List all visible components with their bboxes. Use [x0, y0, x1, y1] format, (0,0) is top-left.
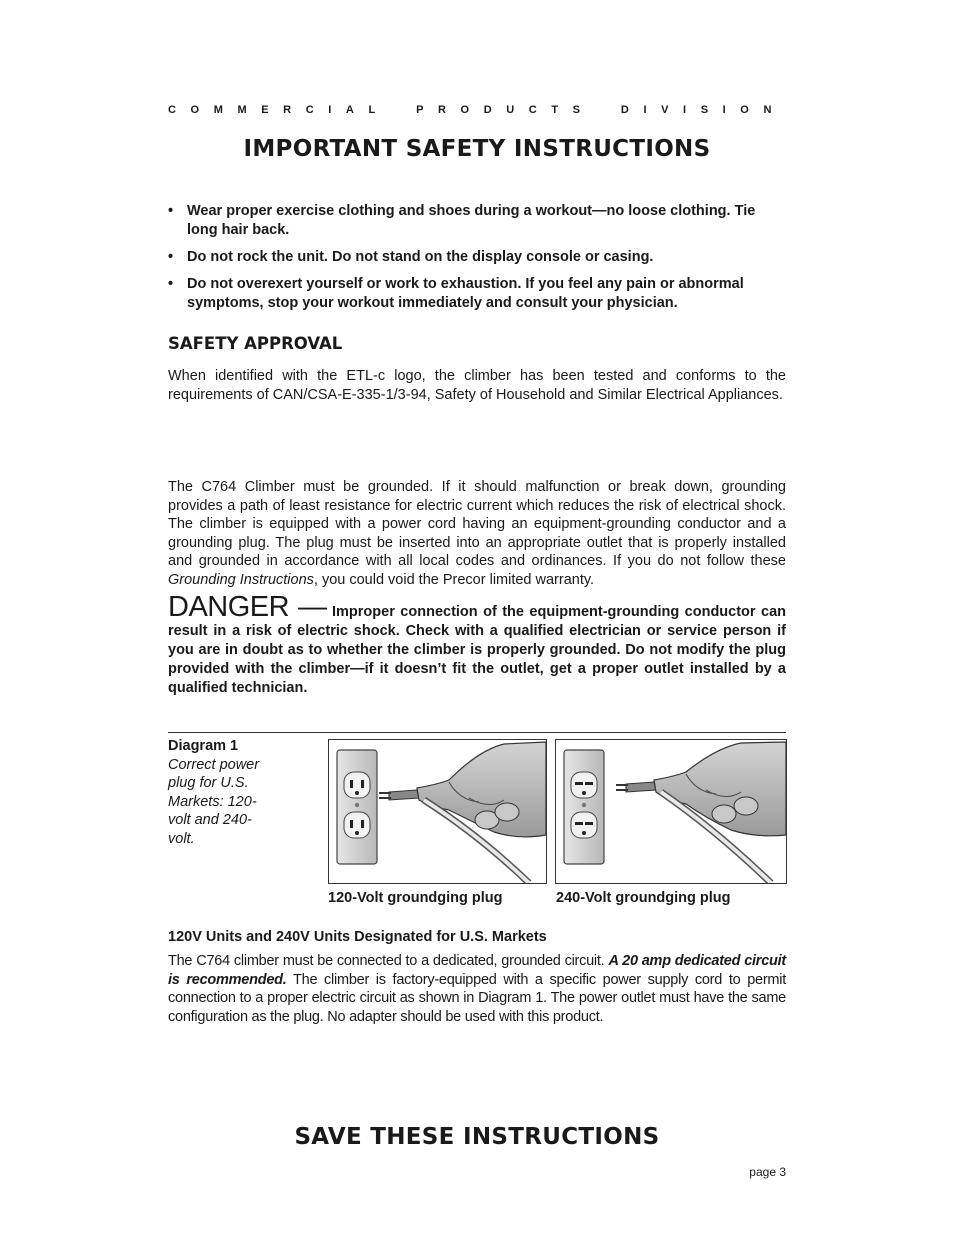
grounding-paragraph	[168, 478, 786, 589]
grounding-text-end: , you could void the Precor limited warranty.	[313, 571, 595, 588]
plug-120v-illustration	[328, 739, 547, 884]
danger-warning	[168, 591, 786, 698]
safety-bullet-list	[168, 202, 786, 321]
units-heading: 120V Units and 240V Units Designated for U.S. Markets	[168, 929, 547, 945]
division-header	[168, 104, 786, 116]
page-title: IMPORTANT SAFETY INSTRUCTIONS	[243, 136, 711, 162]
page-number: page 3	[749, 1165, 786, 1179]
units-text-end: The climber is factory-equipped with a specific power supply cord to permit connection to a proper electric circuit as shown in Diagram 1. The power outlet must have the same configuration as the plug. No adapter should be used with this product.	[168, 971, 786, 1025]
outlet-hand-240v-drawing	[556, 740, 786, 883]
bullet-item: • Do not rock the unit. Do not stand on the display console or casing.	[168, 248, 786, 267]
danger-text: Improper connection of the equipment-grounding conductor can result in a risk of electric shock. Check with a qualified electrician or service person if you are in doubt as to whether the climber is properly grounded. Do not modify the plug provided with the climber—if it doesn’t fit the outlet, get a proper outlet installed by a qualified technician.	[168, 604, 786, 696]
plug-240v-illustration	[555, 739, 787, 884]
division-word-2: PRODUCTS	[416, 104, 595, 116]
safety-approval-heading: SAFETY APPROVAL	[168, 334, 343, 353]
grounding-instructions-italic: Grounding Instructions	[168, 571, 314, 588]
grounding-text: The C764 Climber must be grounded. If it should malfunction or break down, grounding provides a path of least resistance for electric current which reduces the risk of electrical shock. The climber is equipped with a power cord having an equipment-grounding conductor and a grounding plug. The plug must be inserted into an appropriate outlet that is properly installed and grounded in accordance with all local codes and ordinances. If you do not follow these	[168, 479, 786, 569]
division-word-3: DIVISION	[620, 104, 786, 116]
diagram-label	[168, 737, 318, 848]
caption-120v: 120-Volt groundging plug	[328, 890, 503, 906]
units-text: The C764 climber must be connected to a dedicated, grounded circuit.	[168, 953, 609, 969]
caption-240v: 240-Volt groundging plug	[556, 890, 731, 906]
danger-label: DANGER —	[168, 591, 327, 623]
bullet-item: • Wear proper exercise clothing and shoes during a workout—no loose clothing. Tie long hair back.	[168, 202, 786, 240]
units-paragraph	[168, 952, 786, 1026]
outlet-hand-120v-drawing	[329, 740, 546, 883]
bullet-item: • Do not overexert yourself or work to exhaustion. If you feel any pain or abnormal symptoms, stop your workout immediately and consult your physician.	[168, 275, 786, 313]
section-divider	[168, 732, 786, 733]
units-emphasis: A 20 amp dedicated circuit is recommended.	[168, 953, 786, 988]
diagram-description: Correct power plug for U.S. Markets: 120-volt and 240-volt.	[168, 756, 260, 847]
safety-approval-text: When identified with the ETL-c logo, the climber has been tested and conforms to the requirements of CAN/CSA-E-335-1/3-94, Safety of Household and Similar Electrical Appliances.	[168, 368, 786, 403]
diagram-heading: Diagram 1	[168, 738, 239, 754]
division-word-1: COMMERCIAL	[168, 104, 390, 116]
save-instructions-heading: SAVE THESE INSTRUCTIONS	[294, 1124, 660, 1150]
